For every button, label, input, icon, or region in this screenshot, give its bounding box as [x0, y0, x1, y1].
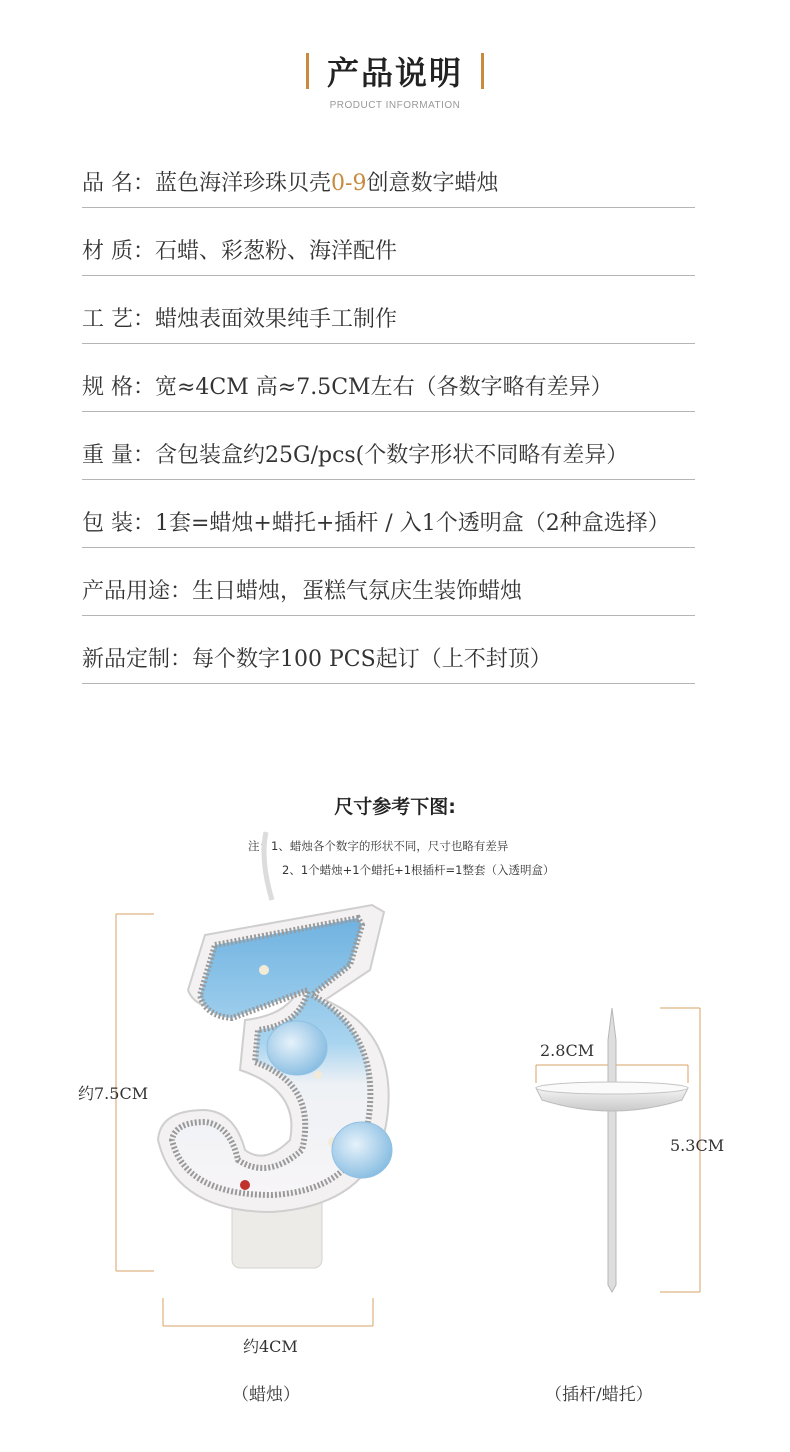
- spec-value: 每个数字100 PCS起订（上不封顶）: [192, 647, 552, 672]
- spec-label: 包 装：: [82, 511, 155, 536]
- spec-value: 蜡烛表面效果纯手工制作: [155, 307, 398, 332]
- page-subtitle: PRODUCT INFORMATION: [329, 100, 461, 111]
- holder-pick: [608, 1008, 616, 1292]
- size-note-1: 注：1、蜡烛各个数字的形状不同，尺寸也略有差异: [248, 839, 509, 853]
- spec-label: 品 名：: [82, 171, 155, 196]
- candle-wick: [264, 832, 272, 900]
- spec-value: 创意数字蜡烛: [366, 171, 499, 196]
- spec-label: 工 艺：: [82, 307, 155, 332]
- spec-label: 产品用途：: [82, 579, 193, 604]
- spec-value: 含包装盒约25G/pcs(个数字形状不同略有差异）: [155, 443, 629, 468]
- spec-value: 生日蜡烛，蛋糕气氛庆生装饰蜡烛: [192, 579, 523, 604]
- spec-label: 材 质：: [82, 239, 155, 264]
- spec-value: 石蜡、彩葱粉、海洋配件: [155, 239, 398, 264]
- spec-label: 新品定制：: [82, 647, 193, 672]
- spec-value-accent: 0-9: [331, 171, 367, 196]
- holder-cup-rim: [536, 1082, 688, 1094]
- spec-value: 1套=蜡烛+蜡托+插杆 / 入1个透明盒（2种盒选择）: [155, 511, 670, 536]
- holder-width-label: 2.8CM: [540, 1041, 595, 1060]
- shell-icon: [332, 1122, 392, 1178]
- pearl-icon: [314, 1071, 322, 1079]
- spec-label: 重 量：: [82, 443, 155, 468]
- candle-3-illustration: [158, 832, 392, 1268]
- red-bead-icon: [240, 1180, 250, 1190]
- caption-holder: （插杆/蜡托）: [545, 1385, 653, 1405]
- candle-height-label: 约7.5CM: [78, 1084, 149, 1103]
- holder-height-label: 5.3CM: [670, 1136, 725, 1155]
- candle-width-label: 约4CM: [243, 1337, 298, 1356]
- spec-label: 规 格：: [82, 375, 155, 400]
- size-note-2: 2、1个蜡烛+1个蜡托+1根插杆=1整套（入透明盒）: [282, 863, 555, 877]
- candle-width-bracket: [163, 1298, 373, 1326]
- page-title: 产品说明: [326, 54, 463, 92]
- caption-candle: （蜡烛）: [232, 1385, 300, 1405]
- spec-value: 宽≈4CM 高≈7.5CM左右（各数字略有差异）: [155, 375, 613, 400]
- shell-icon: [267, 1021, 327, 1075]
- size-section-title: 尺寸参考下图:: [334, 796, 456, 818]
- spec-value: 蓝色海洋珍珠贝壳: [155, 171, 332, 196]
- pearl-icon: [259, 965, 269, 975]
